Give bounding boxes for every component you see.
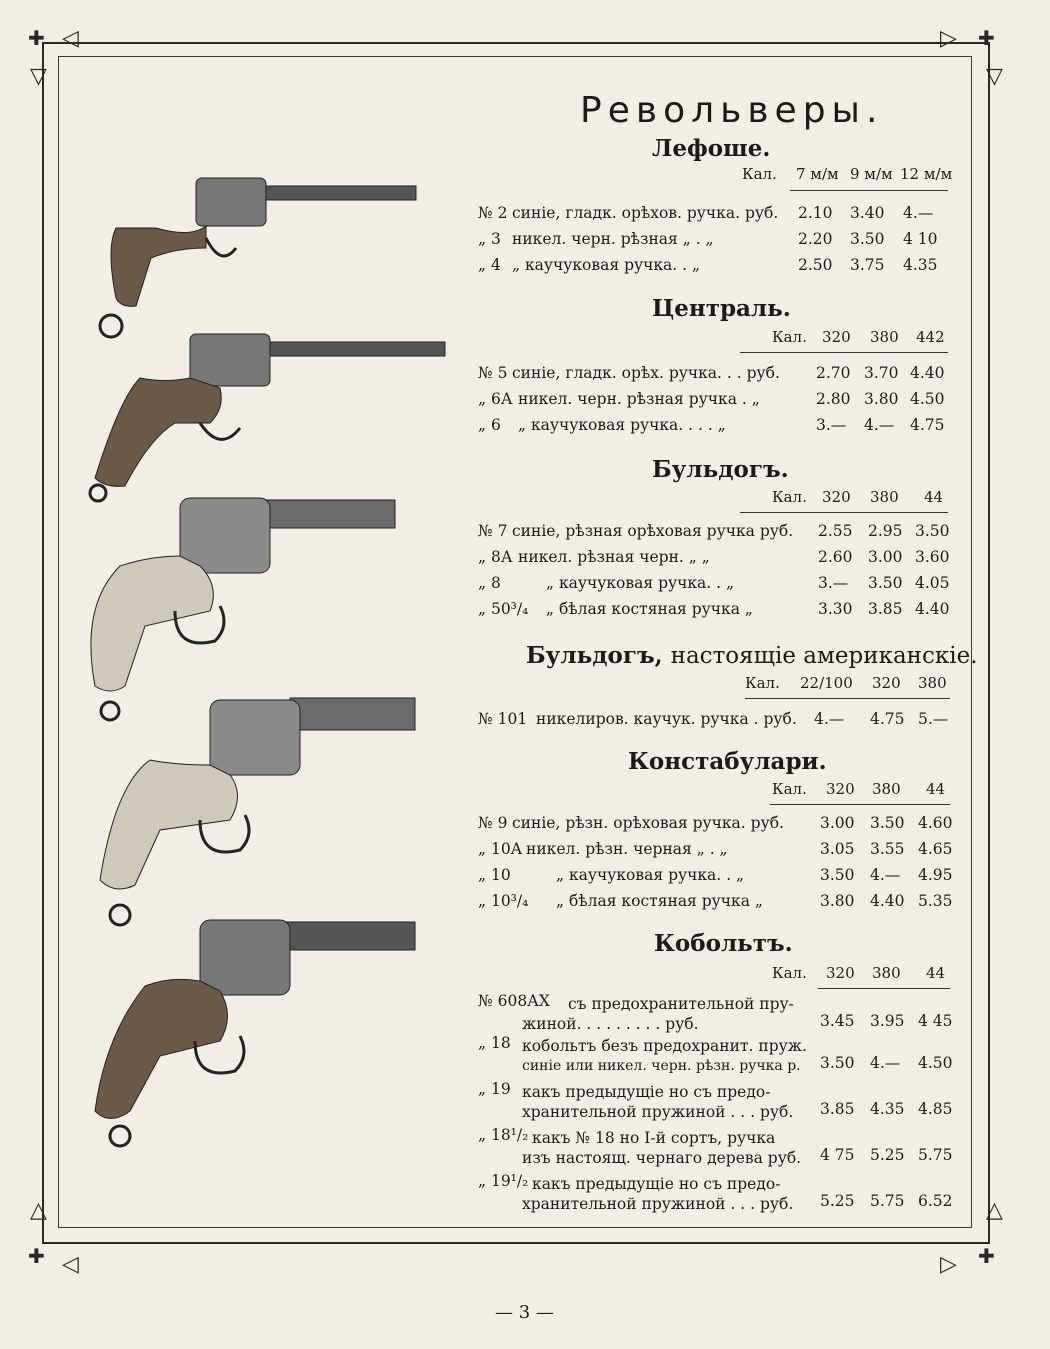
header-rule bbox=[740, 512, 948, 513]
caliber-value: 320 bbox=[822, 488, 851, 506]
caliber-label: Кал. bbox=[772, 488, 807, 506]
caliber-value: 380 bbox=[872, 964, 901, 982]
section-title-bulldog: Бульдогъ. bbox=[652, 456, 789, 483]
section-title-central: Централь. bbox=[652, 295, 791, 322]
page-number: — 3 — bbox=[495, 1302, 554, 1323]
header-rule bbox=[745, 698, 950, 699]
revolver-illustration-kobolt bbox=[90, 906, 420, 1151]
price-row: „ 19 какъ предыдущіе но съ предо- хранительной пружиной . . . руб. 3.85 4.35 4.85 bbox=[478, 1080, 953, 1121]
caliber-value: 320 bbox=[826, 780, 855, 798]
caliber-label: Кал. bbox=[745, 674, 780, 692]
header-rule bbox=[818, 988, 950, 989]
caliber-value: 44 bbox=[926, 964, 946, 982]
header-rule bbox=[770, 804, 950, 805]
caliber-value: 44 bbox=[924, 488, 944, 506]
corner-ornament: ✚ bbox=[28, 1244, 45, 1268]
caliber-label: Кал. bbox=[772, 964, 807, 982]
caliber-label: Кал. bbox=[772, 780, 807, 798]
caliber-value: 7 м/м bbox=[796, 165, 839, 183]
price-row: № 608АХ съ предохранительной пру- жиной. . . . . . . . . руб. 3.45 3.95 4 45 bbox=[478, 992, 953, 1033]
page-title: Револьверы. bbox=[580, 90, 884, 131]
caliber-value: 380 bbox=[918, 674, 947, 692]
caliber-label: Кал. bbox=[772, 328, 807, 346]
edge-ornament: ▷ bbox=[940, 1252, 957, 1277]
caliber-value: 380 bbox=[872, 780, 901, 798]
caliber-value: 380 bbox=[870, 488, 899, 506]
edge-ornament: ◁ bbox=[62, 26, 79, 51]
corner-ornament: ✚ bbox=[978, 1244, 995, 1268]
edge-ornament: △ bbox=[30, 1198, 47, 1223]
section-title-bulldog-american: Бульдогъ, настоящіе американскіе. bbox=[526, 642, 978, 669]
section-subtitle: настоящіе американскіе. bbox=[670, 643, 978, 669]
caliber-value: 320 bbox=[822, 328, 851, 346]
caliber-value: 380 bbox=[870, 328, 899, 346]
caliber-value: 320 bbox=[872, 674, 901, 692]
corner-ornament: ✚ bbox=[978, 26, 995, 50]
caliber-label: Кал. bbox=[742, 165, 777, 183]
caliber-value: 44 bbox=[926, 780, 946, 798]
edge-ornament: ▷ bbox=[940, 26, 957, 51]
edge-ornament: ◁ bbox=[62, 1252, 79, 1277]
revolver-illustration-lefoshe bbox=[96, 168, 426, 343]
revolver-illustration-constabulary bbox=[80, 690, 420, 930]
header-rule bbox=[740, 352, 948, 353]
edge-ornament: ▽ bbox=[30, 64, 47, 89]
section-title-kobolt: Кобольтъ. bbox=[654, 930, 793, 957]
caliber-value: 22/100 bbox=[800, 674, 853, 692]
edge-ornament: ▽ bbox=[986, 64, 1003, 89]
price-row: „ 18 кобольтъ безъ предохранит. пруж. синіе или никел. черн. рѣзн. ручка р. 3.50 4.— 4.50 bbox=[478, 1034, 953, 1074]
caliber-value: 320 bbox=[826, 964, 855, 982]
section-title-constabulary: Констабулари. bbox=[628, 748, 827, 775]
price-row: „ 19¹/₂ какъ предыдущіе но съ предо- хранительной пружиной . . . руб. 5.25 5.75 6.52 bbox=[478, 1172, 953, 1213]
caliber-value: 9 м/м bbox=[850, 165, 893, 183]
caliber-value: 442 bbox=[916, 328, 945, 346]
corner-ornament: ✚ bbox=[28, 26, 45, 50]
edge-ornament: △ bbox=[986, 1198, 1003, 1223]
header-rule bbox=[790, 190, 948, 191]
section-title-lefoshe: Лефоше. bbox=[652, 135, 771, 162]
caliber-value: 12 м/м bbox=[900, 165, 953, 183]
price-row: „ 18¹/₂ какъ № 18 но І-й сортъ, ручка изъ настоящ. чернаго дерева руб. 4 75 5.25 5.75 bbox=[478, 1126, 953, 1167]
